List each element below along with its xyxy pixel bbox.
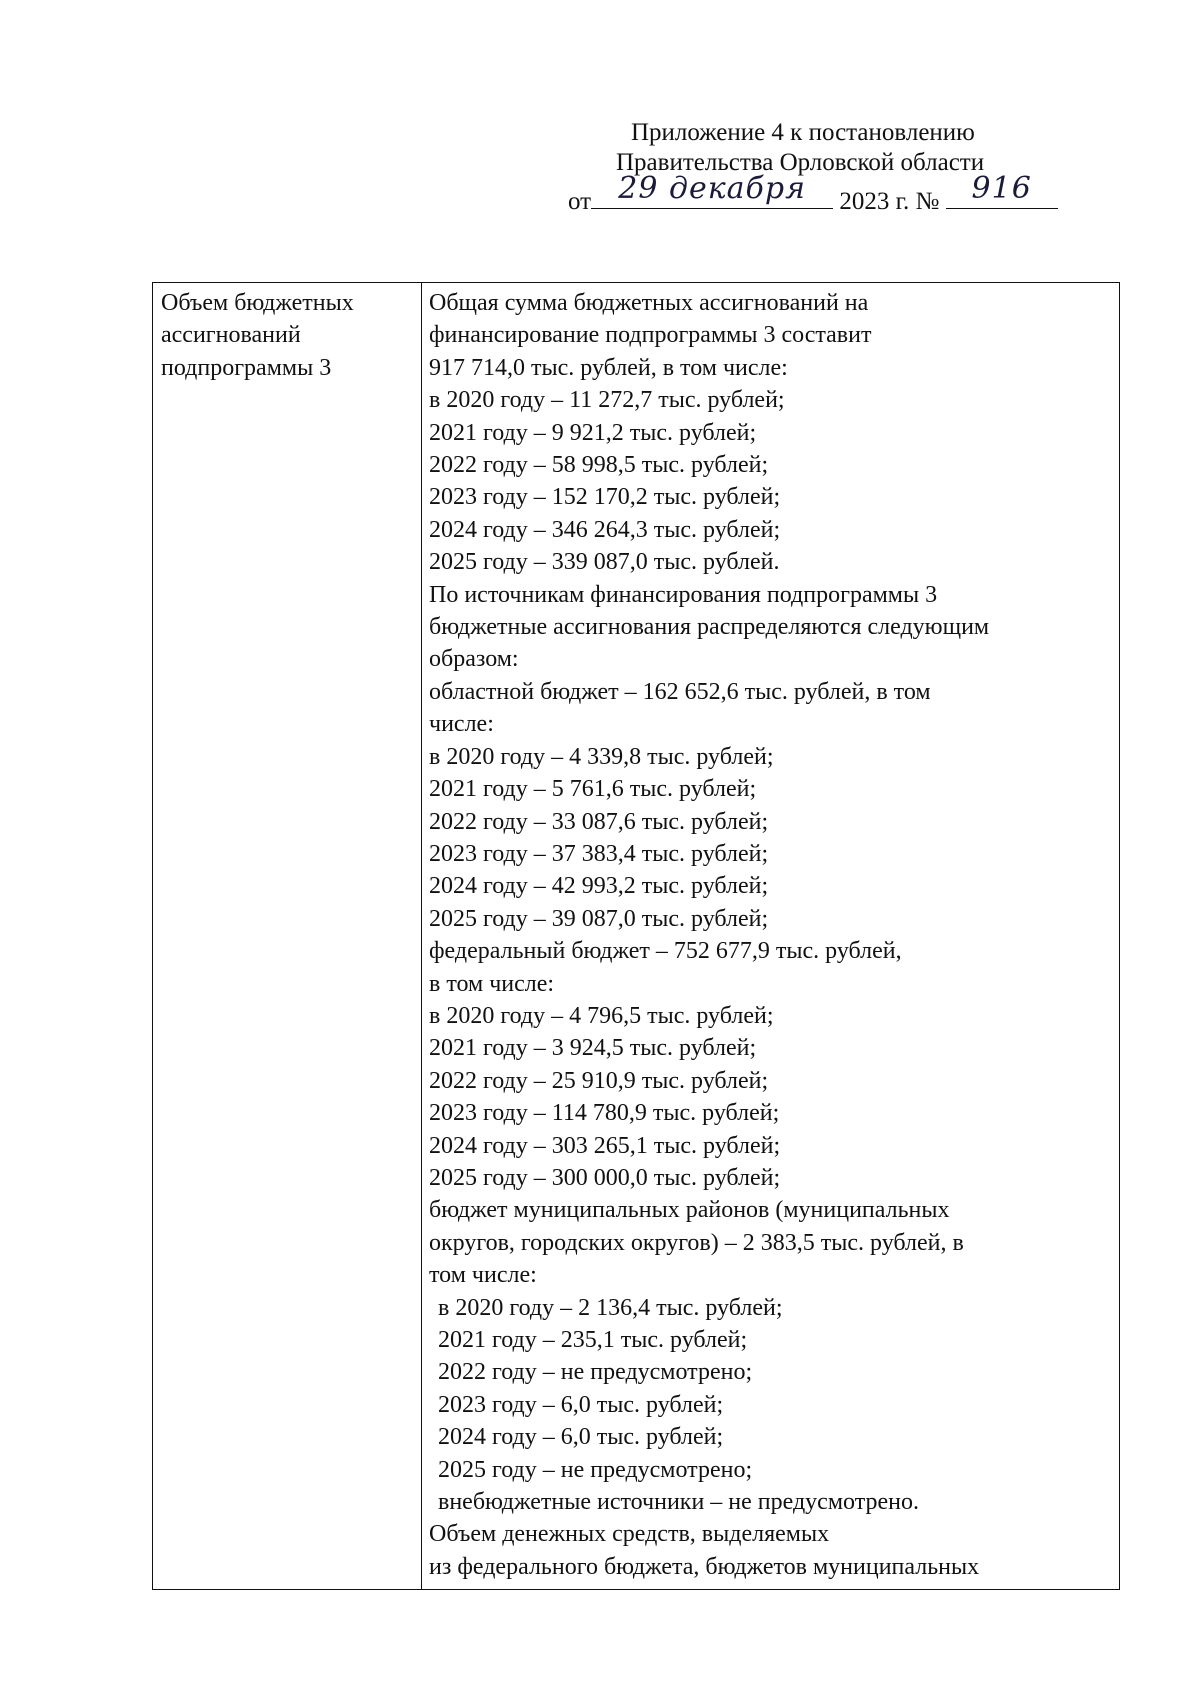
table-text-line: том числе: [429, 1262, 537, 1289]
date-prefix: от [568, 188, 592, 215]
handwritten-date: 29 декабря [618, 171, 806, 206]
table-text-line: 2024 году – 346 264,3 тыс. рублей; [429, 516, 781, 543]
column-divider [421, 283, 422, 1589]
header-line-1: Приложение 4 к постановлению [631, 119, 975, 146]
table-text-line: округов, городских округов) – 2 383,5 тыс. рублей, в [429, 1229, 964, 1256]
date-field [591, 171, 833, 209]
handwritten-number: 916 [971, 171, 1032, 206]
table-text-line: 2024 году – 42 993,2 тыс. рублей; [429, 873, 769, 900]
table-text-line: По источникам финансирования подпрограммы 3 [429, 581, 938, 608]
table-text-line: 2023 году – 152 170,2 тыс. рублей; [429, 484, 781, 511]
table-text-line: внебюджетные источники – не предусмотрено. [438, 1489, 919, 1516]
table-text-line: 917 714,0 тыс. рублей, в том числе: [429, 354, 788, 381]
table-text-line: 2021 году – 235,1 тыс. рублей; [438, 1327, 748, 1353]
budget-table [152, 282, 1120, 1590]
table-right-content [429, 287, 1109, 1583]
table-text-line: 2024 году – 303 265,1 тыс. рублей; [429, 1132, 781, 1159]
table-text-line: 2021 году – 5 761,6 тыс. рублей; [429, 776, 757, 803]
table-text-line: 2022 году – не предусмотрено; [438, 1359, 753, 1386]
table-text-line: из федерального бюджета, бюджетов муниципальных [429, 1553, 980, 1580]
table-text-line: федеральный бюджет – 752 677,9 тыс. рублей, [429, 938, 902, 965]
table-text-line: финансирование подпрограммы 3 составит [429, 322, 872, 349]
table-text-line: 2021 году – 9 921,2 тыс. рублей; [429, 419, 757, 446]
table-text-line: Объем денежных средств, выделяемых [429, 1521, 830, 1548]
table-text-line: бюджетные ассигнования распределяются следующим [429, 614, 990, 641]
table-text-line: в том числе: [429, 970, 555, 997]
table-text-line: 2023 году – 37 383,4 тыс. рублей; [429, 840, 769, 867]
table-text-line: 2023 году – 114 780,9 тыс. рублей; [429, 1100, 780, 1127]
table-text-line: 2025 году – не предусмотрено; [438, 1456, 753, 1483]
table-text-line: областной бюджет – 162 652,6 тыс. рублей, в том [429, 678, 931, 705]
table-text-line: 2025 году – 300 000,0 тыс. рублей; [429, 1164, 781, 1191]
table-text-line: в 2020 году – 4 796,5 тыс. рублей; [429, 1002, 774, 1029]
number-field [946, 171, 1058, 209]
table-text-line: 2024 году – 6,0 тыс. рублей; [438, 1424, 724, 1451]
table-text-line: бюджет муниципальных районов (муниципальных [429, 1197, 950, 1224]
table-text-line: 2021 году – 3 924,5 тыс. рублей; [429, 1035, 757, 1062]
table-text-line: числе: [429, 711, 494, 738]
table-text-line: 2022 году – 25 910,9 тыс. рублей; [429, 1067, 769, 1094]
table-left-label: Объем бюджетных ассигнований подпрограммы 3 [161, 290, 354, 381]
table-text-line: 2022 году – 33 087,6 тыс. рублей; [429, 808, 769, 835]
decree-date-line [568, 171, 1058, 216]
table-text-line: в 2020 году – 11 272,7 тыс. рублей; [429, 387, 785, 414]
table-text-line: 2025 году – 39 087,0 тыс. рублей; [429, 905, 769, 932]
table-text-line: 2025 году – 339 087,0 тыс. рублей. [429, 549, 780, 576]
table-text-line: Общая сумма бюджетных ассигнований на [429, 290, 869, 316]
table-text-line: в 2020 году – 4 339,8 тыс. рублей; [429, 743, 774, 770]
document-header [560, 118, 1120, 178]
year-text: 2023 г. № [839, 188, 940, 215]
table-text-line: в 2020 году – 2 136,4 тыс. рублей; [438, 1294, 783, 1321]
table-text-line: образом: [429, 646, 519, 673]
header-line-2: Правительства Орловской области [616, 149, 985, 176]
table-text-line: 2023 году – 6,0 тыс. рублей; [438, 1391, 724, 1418]
table-text-line: 2022 году – 58 998,5 тыс. рублей; [429, 452, 769, 479]
